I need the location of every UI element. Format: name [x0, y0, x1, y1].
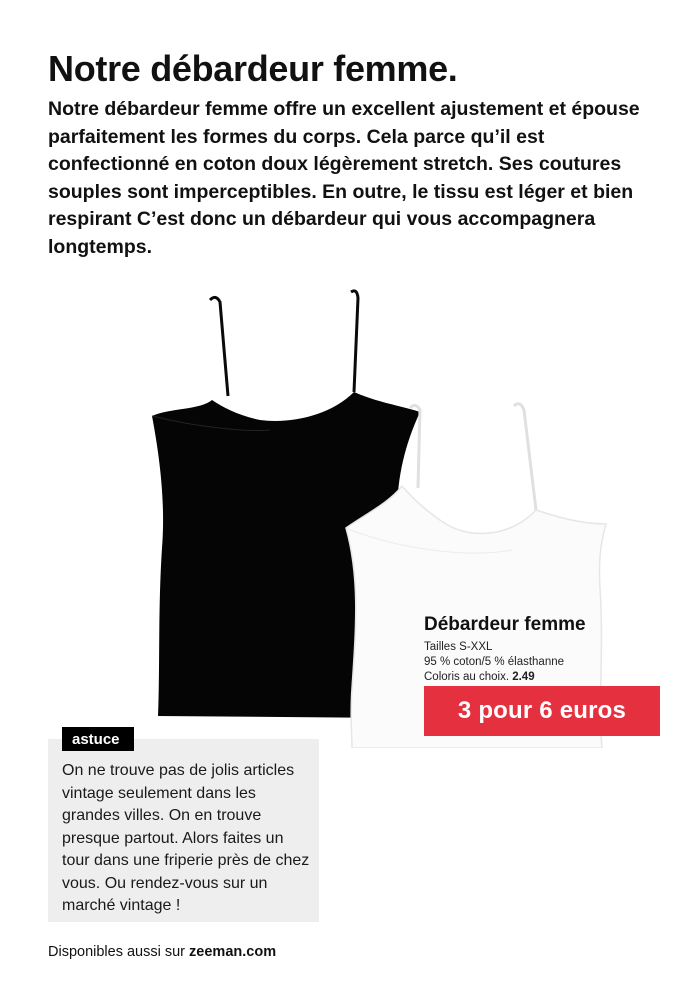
product-colors-label: Coloris au choix. [424, 671, 510, 683]
product-sizes: Tailles S-XXL [424, 641, 493, 653]
product-info [424, 614, 586, 685]
intro-paragraph: Notre débardeur femme offre un excellent ajustement et épouse parfaitement les formes du corps. Cela parce qu’il est confectionné en coton doux légèrement stretch. Ses coutures souples sont imperceptibles. En outre, le tissu est léger et bien respirant C’est donc un débardeur qui vous accompagnera longtemps. [48, 98, 640, 258]
footer-prefix: Disponibles aussi sur [48, 944, 186, 960]
footer-site-link[interactable]: zeeman.com [189, 944, 277, 960]
product-material: 95 % coton/5 % élasthanne [424, 656, 565, 668]
footer-availability [48, 944, 276, 960]
product-colors-price [424, 670, 586, 685]
tip-text: On ne trouve pas de jolis articles vintage seulement dans les grandes villes. On en trouve presque partout. Alors faites un tour dans une friperie près de chez vous. Ou rendez-vous sur un marché vintage ! [62, 762, 310, 914]
promo-banner: 3 pour 6 euros [424, 686, 660, 736]
product-price: 2.49 [512, 671, 535, 683]
page-title: Notre débardeur femme. [48, 48, 458, 89]
product-name: Débardeur femme [424, 614, 586, 635]
tip-label: astuce [62, 727, 134, 751]
